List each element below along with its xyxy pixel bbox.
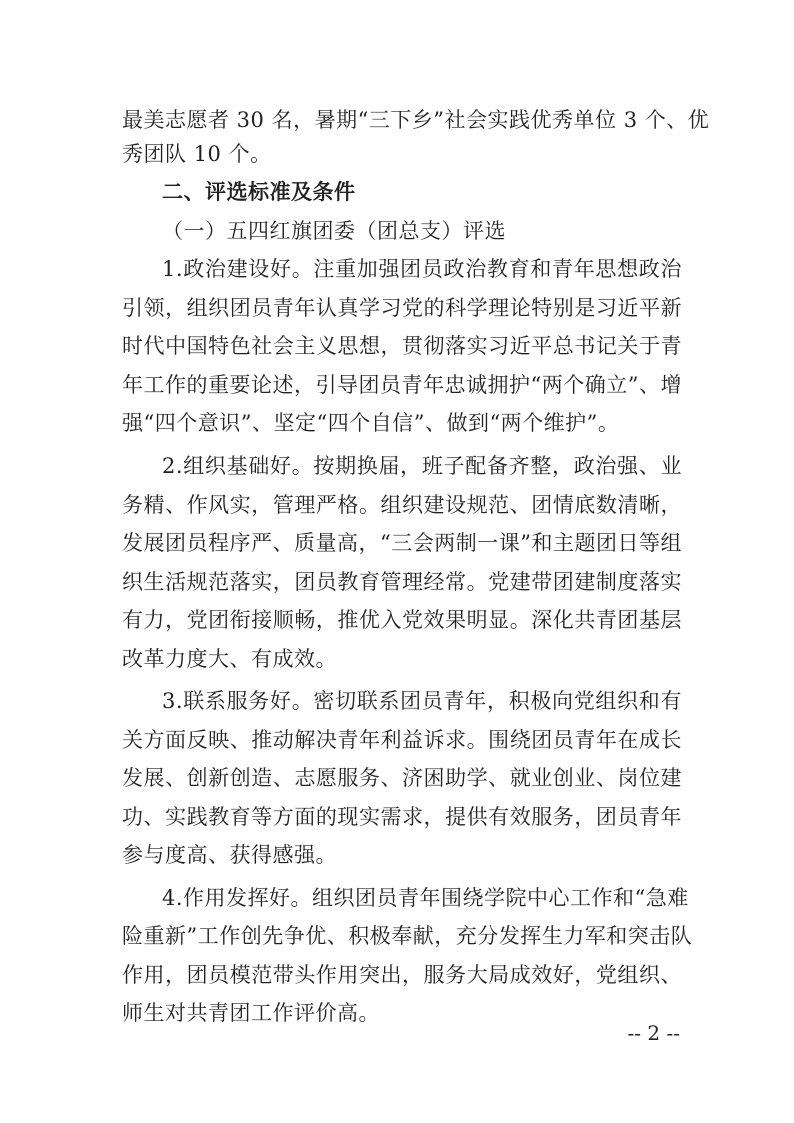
paragraph-line: 参与度高、获得感强。 — [122, 843, 337, 867]
paragraph-line: 强“四个意识”、坚定“四个自信”、做到“两个维护”。 — [122, 411, 620, 435]
paragraph-line: 年工作的重要论述，引导团员青年忠诚拥护“两个确立”、增 — [122, 373, 682, 397]
paragraph-line: 3.联系服务好。密切联系团员青年，积极向党组织和有 — [162, 689, 682, 713]
paragraph-line: 关方面反映、推动解决青年利益诉求。围绕团员青年在成长 — [122, 728, 682, 752]
paragraph-line: 1.政治建设好。注重加强团员政治教育和青年思想政治 — [162, 257, 682, 281]
subsection-heading: （一）五四红旗团委（团总支）评选 — [162, 219, 506, 243]
section-heading: 二、评选标准及条件 — [162, 180, 356, 204]
paragraph-line: 发展、创新创造、志愿服务、济困助学、就业创业、岗位建 — [122, 766, 682, 790]
paragraph-line: 织生活规范落实，团员教育管理经常。党建带团建制度落实 — [122, 570, 682, 594]
paragraph-line: 最美志愿者 30 名，暑期“三下乡”社会实践优秀单位 3 个、优 — [122, 108, 710, 132]
paragraph-line: 4.作用发挥好。组织团员青年围绕学院中心工作和“急难 — [162, 886, 689, 910]
paragraph-line: 有力，党团衔接顺畅，推优入党效果明显。深化共青团基层 — [122, 608, 682, 632]
page-number: -- 2 -- — [627, 1021, 680, 1045]
paragraph-line: 师生对共青团工作评价高。 — [122, 1001, 380, 1025]
paragraph-line: 2.组织基础好。按期换届，班子配备齐整，政治强、业 — [162, 454, 682, 478]
paragraph-line: 功、实践教育等方面的现实需求，提供有效服务，团员青年 — [122, 805, 682, 829]
paragraph-line: 发展团员程序严、质量高，“三会两制一课”和主题团日等组 — [122, 531, 682, 555]
paragraph-line: 秀团队 10 个。 — [122, 142, 272, 166]
paragraph-line: 险重新”工作创先争优、积极奉献，充分发挥生力军和突击队 — [122, 924, 693, 948]
paragraph-line: 改革力度大、有成效。 — [122, 647, 337, 671]
paragraph-line: 引领，组织团员青年认真学习党的科学理论特别是习近平新 — [122, 296, 682, 320]
paragraph-line: 作用，团员模范带头作用突出，服务大局成效好，党组织、 — [122, 963, 682, 987]
paragraph-line: 时代中国特色社会主义思想，贯彻落实习近平总书记关于青 — [122, 334, 682, 358]
paragraph-line: 务精、作风实，管理严格。组织建设规范、团情底数清晰， — [122, 493, 682, 517]
